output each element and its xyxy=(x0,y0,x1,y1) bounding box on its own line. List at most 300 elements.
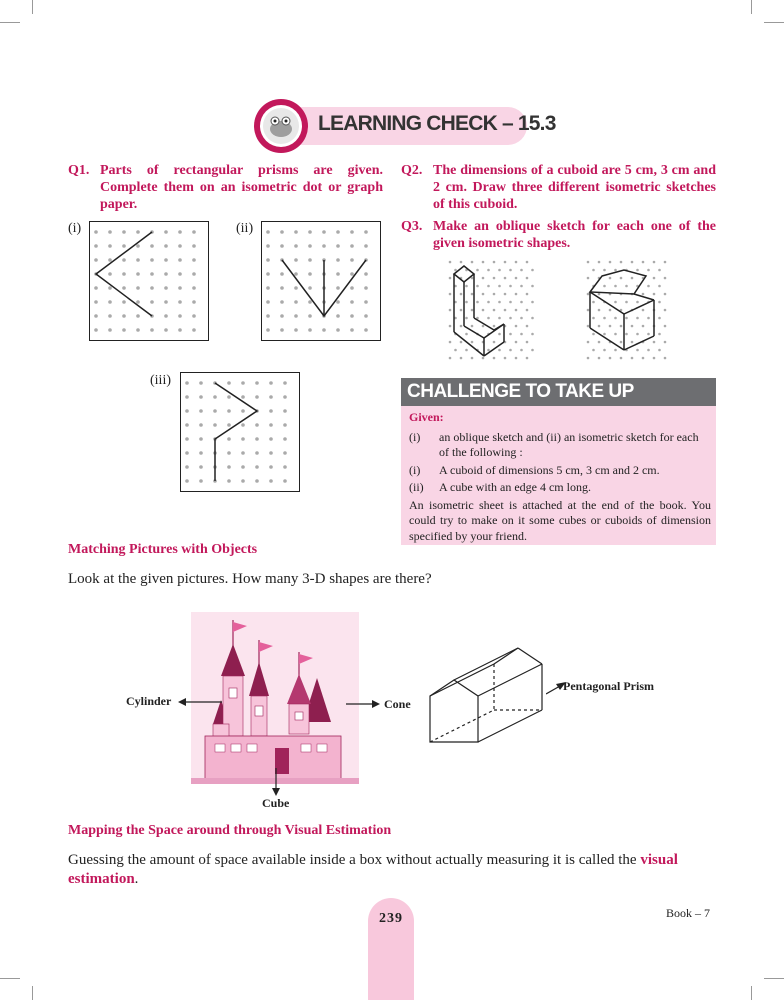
iso-grid-dot xyxy=(498,301,501,304)
iso-grid-dot xyxy=(465,301,468,304)
book-label: Book – 7 xyxy=(666,906,711,920)
iso-grid-dot xyxy=(515,341,518,344)
challenge-body xyxy=(409,410,711,544)
iso-grid-dot xyxy=(587,341,590,344)
iso-grid-dot xyxy=(520,349,523,352)
challenge-item-number: (i) xyxy=(409,429,421,444)
grid-dot xyxy=(255,381,259,385)
iso-grid-dot xyxy=(493,261,496,264)
grid-dot xyxy=(283,395,287,399)
grid-dot xyxy=(308,300,312,304)
challenge-box xyxy=(401,378,716,545)
grid-dot xyxy=(241,409,245,413)
grid-dot xyxy=(294,244,298,248)
grid-dot xyxy=(192,258,196,262)
iso-grid-dot xyxy=(449,261,452,264)
grid-dot xyxy=(269,395,273,399)
iso-grid-dot xyxy=(493,277,496,280)
iso-grid-dot xyxy=(603,349,606,352)
grid-dot xyxy=(136,230,140,234)
iso-grid-dot xyxy=(658,301,661,304)
dot-grid-svg xyxy=(262,222,380,340)
iso-grid-dot xyxy=(515,325,518,328)
challenge-item-text: A cube with an edge 4 cm long. xyxy=(439,480,591,494)
iso-grid-dot xyxy=(498,317,501,320)
grid-dot xyxy=(322,328,326,332)
grid-dot xyxy=(94,328,98,332)
grid-dot xyxy=(178,272,182,276)
iso-grid-dot xyxy=(636,317,639,320)
iso-grid-dot xyxy=(509,317,512,320)
iso-grid-dot xyxy=(609,309,612,312)
iso-grid-dot xyxy=(498,349,501,352)
iso-grid-dot xyxy=(509,285,512,288)
grid-dot xyxy=(122,286,126,290)
dot-grid-figure-iii xyxy=(180,372,300,492)
iso-grid-dot xyxy=(493,309,496,312)
grid-dot xyxy=(136,258,140,262)
grid-dot xyxy=(185,437,189,441)
iso-grid-dot xyxy=(520,317,523,320)
iso-grid-dot xyxy=(620,325,623,328)
question-2 xyxy=(401,162,716,214)
iso-grid-dot xyxy=(647,333,650,336)
iso-grid-dot xyxy=(592,301,595,304)
iso-grid-dot xyxy=(526,277,529,280)
iso-grid-dot xyxy=(653,357,656,360)
iso-grid-dot xyxy=(509,269,512,272)
grid-dot xyxy=(108,300,112,304)
grid-dot xyxy=(280,300,284,304)
grid-dot xyxy=(336,244,340,248)
grid-dot xyxy=(122,258,126,262)
grid-dot xyxy=(164,230,168,234)
iso-grid-dot xyxy=(520,301,523,304)
grid-dot xyxy=(241,479,245,483)
figure-label-ii: (ii) xyxy=(236,221,254,236)
pentagonal-prism-figure xyxy=(428,644,558,746)
grid-dot xyxy=(241,423,245,427)
crop-mark xyxy=(751,986,752,1000)
grid-dot xyxy=(192,286,196,290)
grid-dot xyxy=(255,395,259,399)
grid-dot xyxy=(227,437,231,441)
grid-dot xyxy=(213,423,217,427)
grid-dot xyxy=(308,328,312,332)
iso-grid-dot xyxy=(592,349,595,352)
grid-dot xyxy=(227,395,231,399)
matching-text: Look at the given pictures. How many 3-D shapes are there? xyxy=(68,571,432,587)
grid-dot xyxy=(266,328,270,332)
grid-dot xyxy=(350,272,354,276)
iso-grid-dot xyxy=(460,325,463,328)
grid-dot xyxy=(178,244,182,248)
grid-dot xyxy=(199,479,203,483)
grid-dot xyxy=(283,451,287,455)
iso-grid-dot xyxy=(620,341,623,344)
grid-dot xyxy=(164,328,168,332)
grid-dot xyxy=(269,409,273,413)
grid-dot xyxy=(308,258,312,262)
iso-grid-dot xyxy=(653,261,656,264)
iso-grid-dot xyxy=(587,325,590,328)
grid-dot xyxy=(280,272,284,276)
iso-grid-dot xyxy=(487,317,490,320)
iso-grid-dot xyxy=(498,269,501,272)
grid-dot xyxy=(122,300,126,304)
iso-grid-dot xyxy=(449,357,452,360)
iso-grid-dot xyxy=(609,277,612,280)
grid-dot xyxy=(108,286,112,290)
iso-grid-dot xyxy=(493,325,496,328)
grid-dot xyxy=(283,423,287,427)
iso-grid-dot xyxy=(664,277,667,280)
grid-dot xyxy=(266,286,270,290)
iso-grid-dot xyxy=(614,269,617,272)
iso-grid-dot xyxy=(465,285,468,288)
grid-dot xyxy=(150,272,154,276)
iso-grid-dot xyxy=(631,277,634,280)
iso-grid-dot xyxy=(460,357,463,360)
challenge-item xyxy=(409,480,711,496)
iso-grid-dot xyxy=(460,293,463,296)
pentagonal-prism-label: Pentagonal Prism xyxy=(563,679,654,693)
grid-dot xyxy=(213,395,217,399)
grid-dot xyxy=(199,395,203,399)
grid-dot xyxy=(350,258,354,262)
grid-dot xyxy=(122,244,126,248)
grid-dot xyxy=(164,286,168,290)
iso-grid-dot xyxy=(598,325,601,328)
grid-dot xyxy=(266,230,270,234)
grid-dot xyxy=(266,300,270,304)
grid-dot xyxy=(136,286,140,290)
grid-dot xyxy=(178,328,182,332)
iso-grid-dot xyxy=(520,285,523,288)
iso-grid-dot xyxy=(587,357,590,360)
grid-dot xyxy=(364,286,368,290)
grid-dot xyxy=(150,244,154,248)
iso-grid-dot xyxy=(504,277,507,280)
iso-grid-dot xyxy=(471,325,474,328)
grid-dot xyxy=(269,437,273,441)
iso-grid-dot xyxy=(614,285,617,288)
iso-grid-dot xyxy=(504,357,507,360)
cylinder-arrow-icon xyxy=(178,696,222,708)
grid-dot xyxy=(350,230,354,234)
challenge-item xyxy=(409,463,711,479)
mapping-text-before: Guessing the amount of space available inside a box without actually measuring it is called the xyxy=(68,852,641,868)
iso-grid-dot xyxy=(631,261,634,264)
iso-grid-dot xyxy=(515,277,518,280)
iso-grid-dot xyxy=(482,325,485,328)
cone-label: Cone xyxy=(384,697,411,711)
figure-label-iii: (iii) xyxy=(150,373,171,388)
crop-mark xyxy=(0,22,20,23)
grid-dot xyxy=(192,328,196,332)
iso-grid-dot xyxy=(636,269,639,272)
iso-grid-dot xyxy=(493,293,496,296)
grid-dot xyxy=(269,479,273,483)
grid-dot xyxy=(108,314,112,318)
crop-mark xyxy=(764,22,784,23)
mapping-highlight: visual estimation xyxy=(68,852,678,887)
grid-dot xyxy=(185,451,189,455)
grid-dot xyxy=(350,328,354,332)
challenge-item-text: A cuboid of dimensions 5 cm, 3 cm and 2 cm. xyxy=(439,462,660,477)
iso-grid-dot xyxy=(664,293,667,296)
grid-dot xyxy=(94,286,98,290)
iso-grid-dot xyxy=(531,317,534,320)
grid-dot xyxy=(192,230,196,234)
challenge-title: CHALLENGE TO TAKE UP xyxy=(401,378,716,406)
grid-dot xyxy=(122,328,126,332)
grid-dot xyxy=(192,314,196,318)
grid-dot xyxy=(185,381,189,385)
grid-dot xyxy=(294,272,298,276)
iso-grid-dot xyxy=(487,349,490,352)
grid-dot xyxy=(255,437,259,441)
iso-grid-dot xyxy=(636,349,639,352)
iso-grid-dot xyxy=(465,349,468,352)
iso-grid-dot xyxy=(609,325,612,328)
grid-dot xyxy=(364,300,368,304)
iso-grid-dot xyxy=(471,261,474,264)
crop-mark xyxy=(764,978,784,979)
iso-grid-dot xyxy=(526,357,529,360)
crop-mark xyxy=(751,0,752,14)
grid-dot xyxy=(136,272,140,276)
iso-grid-dot xyxy=(653,293,656,296)
grid-dot xyxy=(364,328,368,332)
iso-grid-dot xyxy=(664,341,667,344)
grid-dot xyxy=(336,286,340,290)
iso-grid-dot xyxy=(493,341,496,344)
grid-dot xyxy=(364,230,368,234)
grid-dot xyxy=(336,300,340,304)
iso-grid-dot xyxy=(603,269,606,272)
iso-grid-dot xyxy=(482,293,485,296)
question-text: Parts of rectangular prisms are given. Complete them on an isometric dot or graph paper. xyxy=(100,163,383,212)
iso-grid-dot xyxy=(482,261,485,264)
grid-dot xyxy=(199,409,203,413)
grid-dot xyxy=(94,244,98,248)
iso-grid-dot xyxy=(515,261,518,264)
iso-grid-dot xyxy=(664,309,667,312)
grid-dot xyxy=(269,465,273,469)
grid-dot xyxy=(108,230,112,234)
iso-grid-dot xyxy=(631,325,634,328)
iso-grid-dot xyxy=(460,309,463,312)
iso-grid-dot xyxy=(498,333,501,336)
iso-grid-dot xyxy=(625,285,628,288)
grid-dot xyxy=(280,328,284,332)
iso-grid-dot xyxy=(603,333,606,336)
matching-heading: Matching Pictures with Objects xyxy=(68,542,258,557)
challenge-item xyxy=(409,430,711,461)
learning-check-icon xyxy=(253,98,309,154)
grid-dot xyxy=(185,395,189,399)
grid-dot xyxy=(280,314,284,318)
dot-grid-svg xyxy=(90,222,208,340)
iso-grid-dot xyxy=(509,349,512,352)
iso-grid-dot xyxy=(614,333,617,336)
grid-dot xyxy=(308,314,312,318)
grid-dot xyxy=(227,381,231,385)
isometric-figure-cube xyxy=(584,258,668,366)
grid-dot xyxy=(227,423,231,427)
iso-grid-dot xyxy=(647,349,650,352)
iso-grid-dot xyxy=(526,293,529,296)
grid-dot xyxy=(164,258,168,262)
grid-dot xyxy=(122,230,126,234)
grid-dot xyxy=(122,272,126,276)
cube-label: Cube xyxy=(262,796,290,810)
iso-grid-dot xyxy=(471,357,474,360)
iso-grid-dot xyxy=(642,309,645,312)
grid-dot xyxy=(94,230,98,234)
grid-dot xyxy=(199,423,203,427)
isometric-figure-l-shape xyxy=(446,258,536,366)
grid-dot xyxy=(178,300,182,304)
iso-grid-dot xyxy=(460,261,463,264)
figure-label-i: (i) xyxy=(68,221,82,236)
question-1 xyxy=(68,162,383,214)
grid-dot xyxy=(294,300,298,304)
cube-arrow-icon xyxy=(270,768,282,796)
iso-grid-dot xyxy=(504,309,507,312)
question-number: Q3. xyxy=(401,219,423,234)
grid-dot xyxy=(364,244,368,248)
iso-grid-dot xyxy=(476,301,479,304)
iso-grid-dot xyxy=(471,293,474,296)
grid-dot xyxy=(266,272,270,276)
grid-dot xyxy=(108,258,112,262)
grid-dot xyxy=(164,244,168,248)
crop-mark xyxy=(32,986,33,1000)
iso-grid-dot xyxy=(476,269,479,272)
iso-grid-dot xyxy=(592,269,595,272)
iso-grid-dot xyxy=(658,333,661,336)
iso-grid-dot xyxy=(642,261,645,264)
grid-dot xyxy=(185,423,189,427)
iso-grid-dot xyxy=(449,293,452,296)
iso-grid-dot xyxy=(465,333,468,336)
iso-grid-dot xyxy=(664,357,667,360)
iso-grid-dot xyxy=(515,309,518,312)
grid-dot xyxy=(241,451,245,455)
grid-dot xyxy=(283,479,287,483)
grid-dot xyxy=(266,258,270,262)
grid-dot xyxy=(241,437,245,441)
iso-grid-dot xyxy=(614,317,617,320)
question-number: Q2. xyxy=(401,163,423,178)
cone-arrow-icon xyxy=(346,698,380,710)
grid-dot xyxy=(227,451,231,455)
grid-dot xyxy=(336,258,340,262)
grid-dot xyxy=(178,314,182,318)
grid-dot xyxy=(283,465,287,469)
grid-dot xyxy=(227,465,231,469)
question-number: Q1. xyxy=(68,163,90,178)
grid-dot xyxy=(364,314,368,318)
iso-grid-dot xyxy=(449,341,452,344)
iso-grid-dot xyxy=(625,301,628,304)
grid-dot xyxy=(308,272,312,276)
grid-dot xyxy=(283,437,287,441)
iso-grid-dot xyxy=(658,317,661,320)
iso-grid-dot xyxy=(482,357,485,360)
grid-dot xyxy=(308,244,312,248)
iso-grid-dot xyxy=(603,285,606,288)
question-3 xyxy=(401,218,716,254)
iso-grid-dot xyxy=(587,277,590,280)
iso-grid-dot xyxy=(658,285,661,288)
grid-dot xyxy=(350,244,354,248)
grid-dot xyxy=(308,230,312,234)
grid-dot xyxy=(294,314,298,318)
iso-grid-dot xyxy=(531,285,534,288)
iso-grid-dot xyxy=(498,285,501,288)
grid-dot xyxy=(227,479,231,483)
grid-dot xyxy=(269,451,273,455)
iso-grid-dot xyxy=(636,301,639,304)
grid-dot xyxy=(336,272,340,276)
iso-grid-dot xyxy=(487,285,490,288)
grid-dot xyxy=(280,244,284,248)
grid-dot xyxy=(241,395,245,399)
grid-dot xyxy=(178,230,182,234)
challenge-paragraph: An isometric sheet is attached at the end of the book. You could try to make on it some cubes or cuboids of dimension specified by your friend. xyxy=(409,497,711,543)
iso-grid-dot xyxy=(647,269,650,272)
grid-dot xyxy=(136,314,140,318)
grid-dot xyxy=(336,314,340,318)
iso-grid-dot xyxy=(598,261,601,264)
grid-dot xyxy=(150,286,154,290)
iso-grid-dot xyxy=(598,341,601,344)
iso-grid-dot xyxy=(515,357,518,360)
grid-dot xyxy=(199,451,203,455)
dot-grid-svg xyxy=(181,373,299,491)
iso-grid-dot xyxy=(647,285,650,288)
grid-dot xyxy=(192,272,196,276)
grid-dot xyxy=(294,286,298,290)
grid-dot xyxy=(178,286,182,290)
challenge-item-number: (ii) xyxy=(409,480,424,494)
question-text: The dimensions of a cuboid are 5 cm, 3 cm and 2 cm. Draw three different isometric sketches of this cuboid. xyxy=(433,163,716,212)
cylinder-label: Cylinder xyxy=(126,694,172,708)
grid-dot xyxy=(136,328,140,332)
dot-grid-figure-ii xyxy=(261,221,381,341)
iso-grid-dot xyxy=(531,269,534,272)
iso-grid-dot xyxy=(471,341,474,344)
iso-grid-dot xyxy=(465,317,468,320)
mapping-text-after: . xyxy=(134,871,139,887)
challenge-item-text: an oblique sketch and (ii) an isometric sketch for each of the following : xyxy=(439,429,699,459)
iso-grid-dot xyxy=(531,333,534,336)
grid-dot xyxy=(350,300,354,304)
iso-grid-dot xyxy=(614,349,617,352)
grid-dot xyxy=(178,258,182,262)
iso-grid-dot xyxy=(487,301,490,304)
grid-dot xyxy=(94,300,98,304)
grid-dot xyxy=(280,286,284,290)
iso-grid-dot xyxy=(509,301,512,304)
question-text: Make an oblique sketch for each one of the given isometric shapes. xyxy=(433,219,716,251)
grid-dot xyxy=(136,244,140,248)
grid-dot xyxy=(283,381,287,385)
iso-grid-dot xyxy=(592,317,595,320)
